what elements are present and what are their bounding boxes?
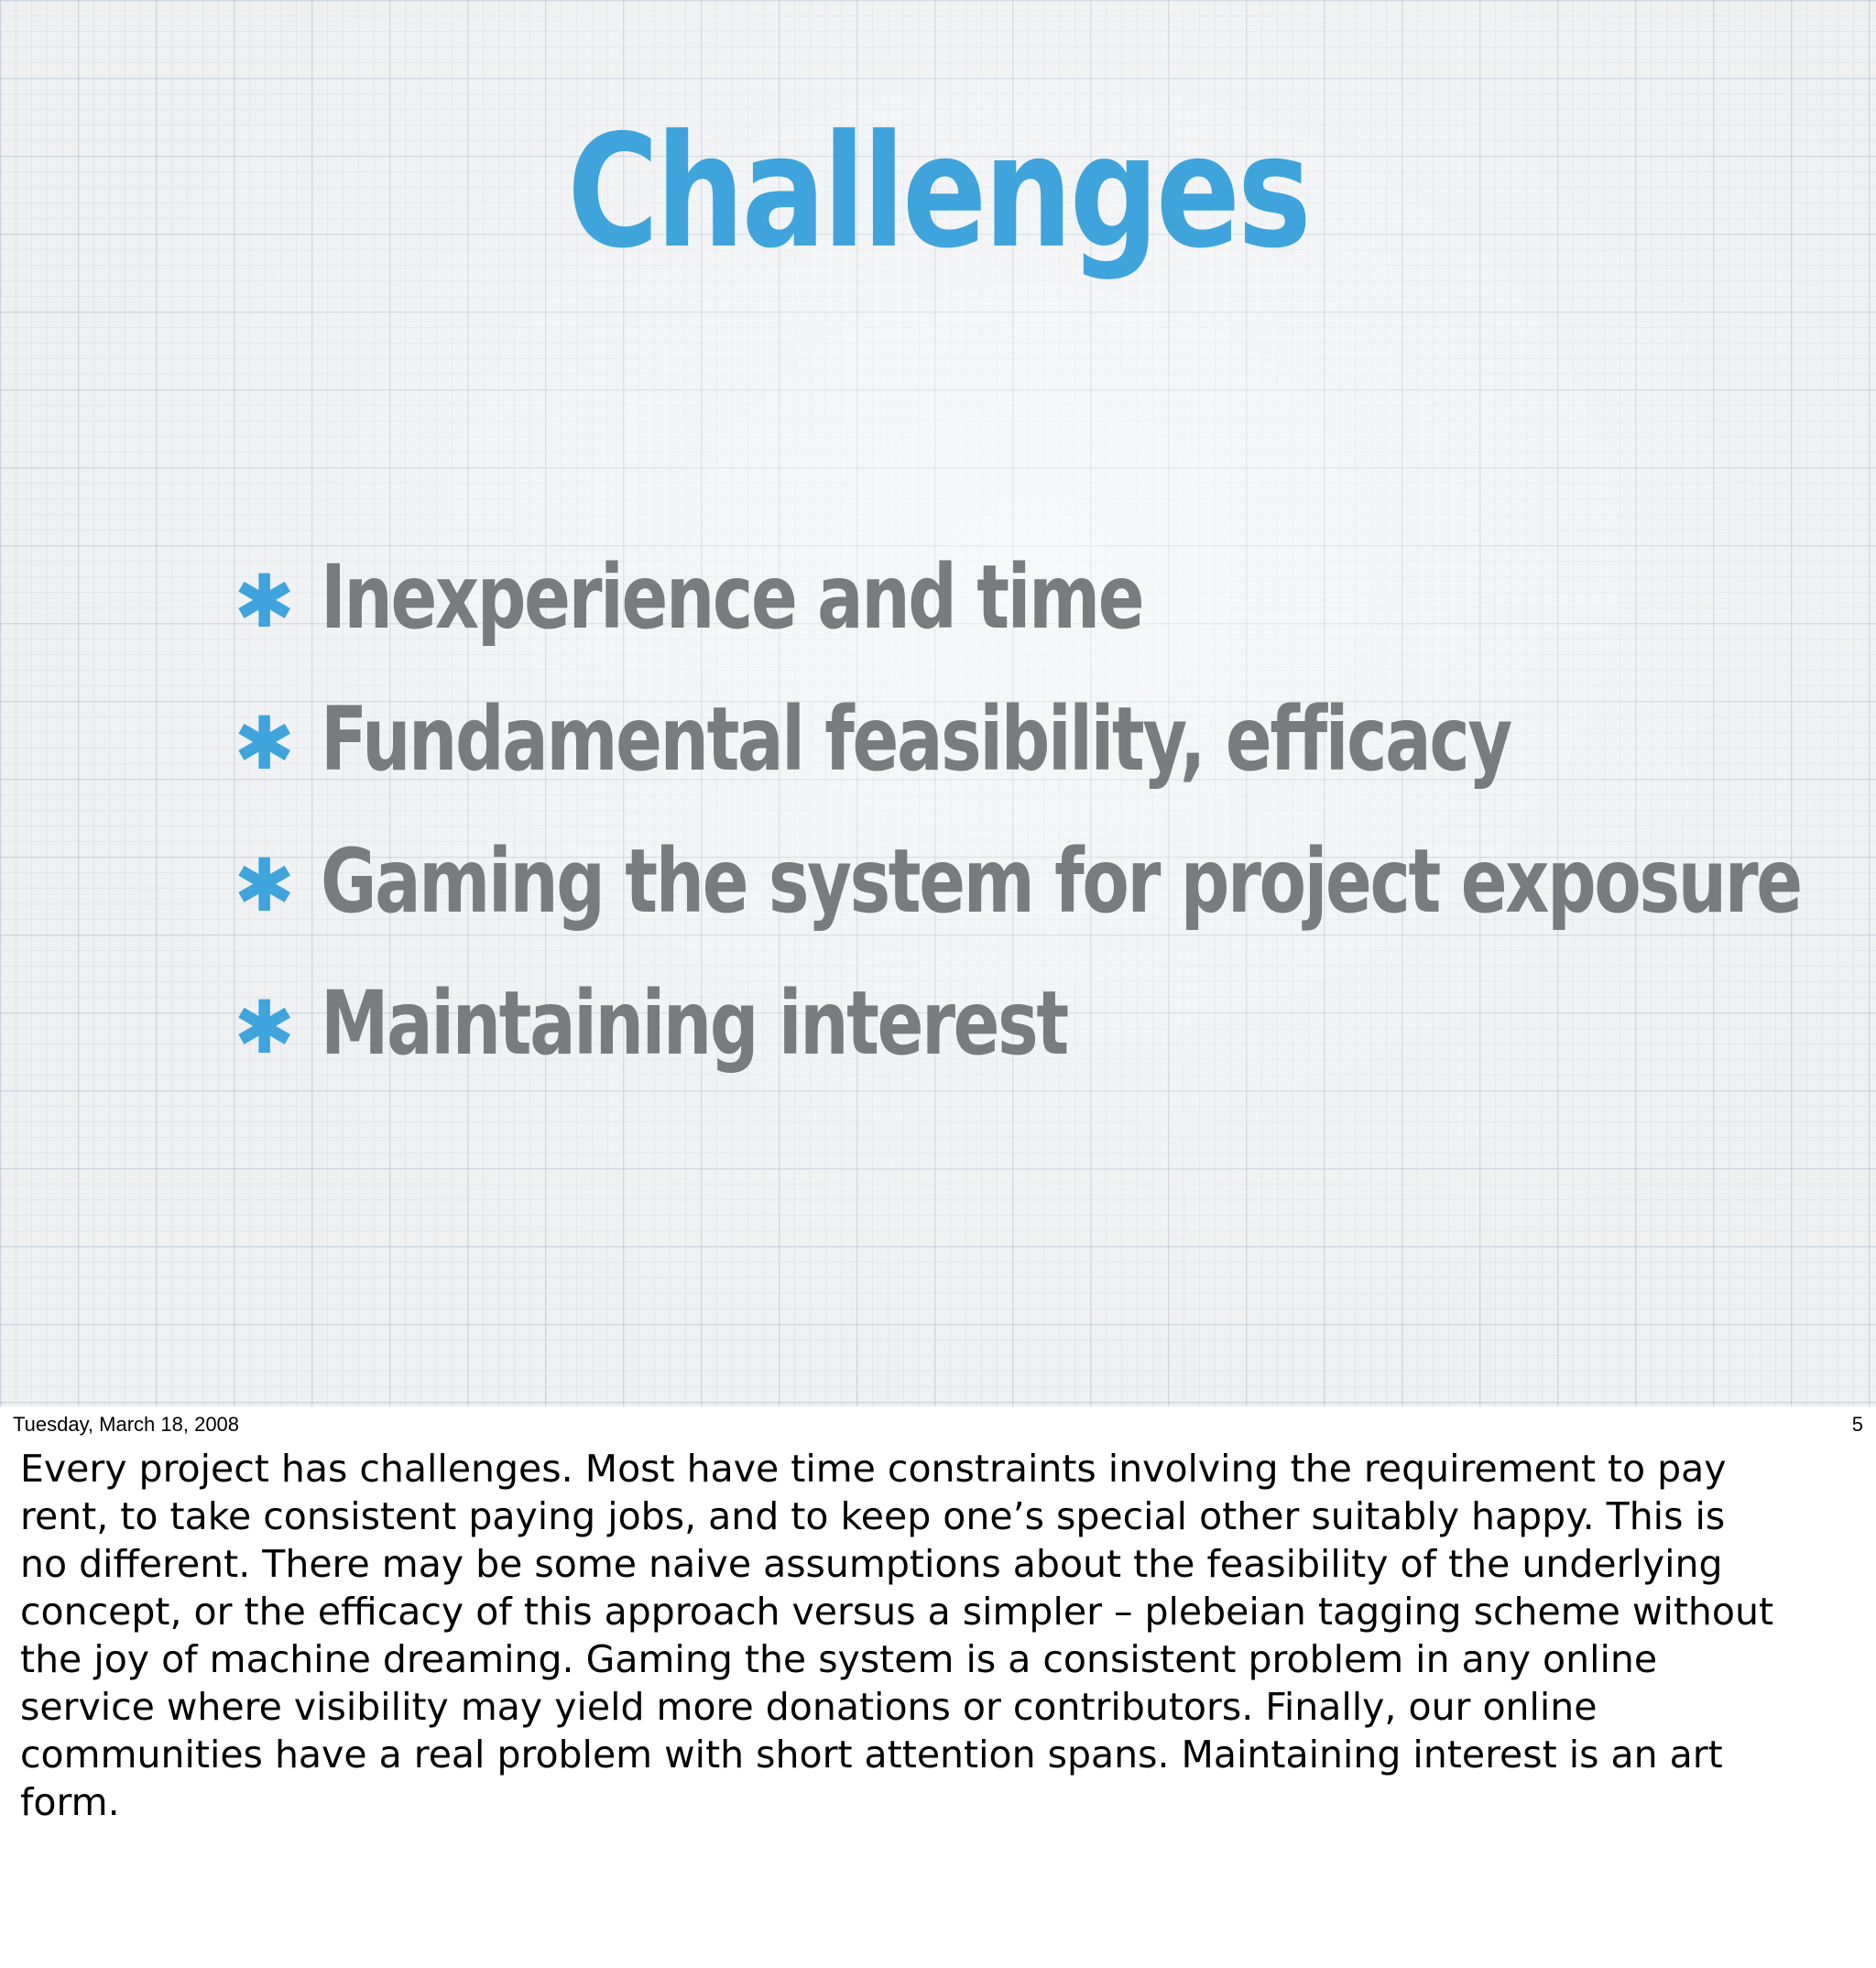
bullet-text: Gaming the system for project exposure [321,830,1801,933]
bullet-text: Maintaining interest [321,972,1067,1075]
asterisk-bullet-icon: ✱ [234,985,296,1070]
asterisk-bullet-icon: ✱ [234,559,296,644]
speaker-notes: Every project has challenges. Most have time constraints involving the requirement to pay rent, to take consistent paying jobs, and to keep one’s special other suitably happy. This is no different. There may be some naive assumptions about the feasibility of the underlying concept, or the efficacy of this approach versus a simpler – plebeian tagging scheme without the joy of machine dreaming. Gaming the system is a consistent problem in any online service where visibility may yield more donations or contributors. Finally, our online communities have a real problem with short attention spans. Maintaining interest is an art form. [20,1447,1774,1824]
bullet-text: Fundamental feasibility, efficacy [321,688,1511,791]
bullet-text: Inexperience and time [321,546,1143,649]
slide-title: Challenges [567,102,1309,283]
asterisk-bullet-icon: ✱ [234,701,296,786]
page-number: 5 [1851,1413,1863,1436]
asterisk-bullet-icon: ✱ [234,843,296,928]
footer-date: Tuesday, March 18, 2008 [13,1413,240,1436]
